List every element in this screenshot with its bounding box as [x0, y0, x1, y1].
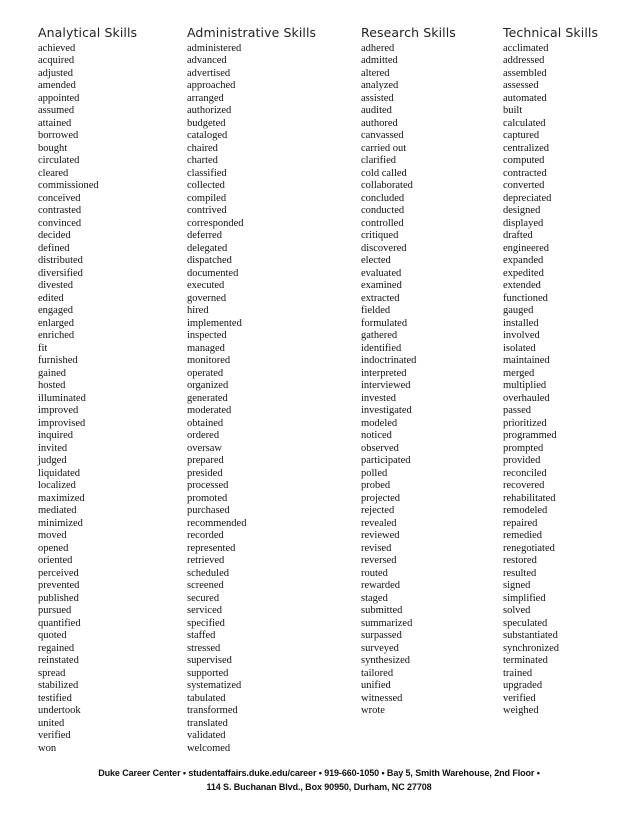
skill-word: prompted: [503, 442, 544, 454]
skill-word: supervised: [187, 655, 232, 666]
skill-word: contracted: [503, 167, 547, 179]
skill-word: expanded: [503, 255, 544, 266]
skill-word: tabulated: [187, 692, 226, 704]
skill-word: prepared: [187, 455, 224, 466]
skill-word: calculated: [503, 117, 546, 129]
skill-word: classified: [187, 167, 227, 179]
footer-address-line: 114 S. Buchanan Blvd., Box 90950, Durham, NC 27708: [206, 782, 432, 792]
skill-word: obtained: [187, 417, 224, 429]
skill-word: simplified: [503, 592, 546, 604]
skill-word: chaired: [187, 142, 218, 154]
skill-word: generated: [187, 392, 228, 404]
skill-word: prioritized: [503, 417, 547, 429]
skill-word: validated: [187, 730, 226, 741]
word-list: [38, 43, 99, 756]
skill-word: moderated: [187, 405, 232, 416]
skill-word: routed: [361, 567, 388, 579]
skill-word: dispatched: [187, 255, 232, 266]
skill-word: terminated: [503, 655, 548, 666]
skill-word: staged: [361, 592, 388, 604]
skill-word: prevented: [38, 580, 80, 591]
skill-word: staffed: [187, 630, 216, 641]
skill-word: documented: [187, 267, 239, 279]
skill-word: rehabilitated: [503, 492, 556, 504]
skill-word: clarified: [361, 155, 396, 166]
skill-word: distributed: [38, 255, 83, 266]
word-list: [503, 43, 559, 718]
skill-word: won: [38, 742, 57, 754]
skill-word: supported: [187, 667, 229, 679]
skill-word: decided: [38, 230, 71, 241]
skill-word: deferred: [187, 230, 222, 241]
skill-word: improvised: [38, 417, 86, 429]
skill-word: authorized: [187, 105, 232, 116]
skill-word: minimized: [38, 517, 83, 529]
skill-word: diversified: [38, 267, 83, 279]
skill-word: transformed: [187, 705, 238, 716]
skill-word: implemented: [187, 317, 242, 329]
skill-word: defined: [38, 242, 70, 254]
skill-word: presided: [187, 467, 223, 479]
skill-word: surveyed: [361, 642, 399, 654]
skill-word: critiqued: [361, 230, 399, 241]
skill-word: delegated: [187, 242, 228, 254]
skill-word: trained: [503, 667, 533, 679]
skill-word: formulated: [361, 317, 408, 329]
column-heading: Research Skills: [361, 25, 456, 40]
skill-word: secured: [187, 592, 220, 604]
skill-word: isolated: [503, 342, 536, 354]
skill-word: governed: [187, 292, 227, 304]
skill-word: executed: [187, 280, 225, 291]
skill-word: invited: [38, 442, 68, 454]
skill-word: examined: [361, 280, 402, 291]
skill-word: canvassed: [361, 130, 404, 141]
skill-word: spread: [38, 667, 66, 679]
skill-word: tailored: [361, 667, 394, 679]
skill-word: overhauled: [503, 392, 550, 404]
skill-word: serviced: [187, 605, 222, 616]
skill-word: upgraded: [503, 680, 543, 691]
skill-word: recommended: [187, 517, 247, 529]
skill-word: analyzed: [361, 80, 399, 91]
skill-word: stabilized: [38, 680, 79, 691]
skill-word: regained: [38, 642, 75, 654]
skill-word: adhered: [361, 42, 395, 54]
skill-word: audited: [361, 105, 392, 116]
skill-word: organized: [187, 380, 229, 391]
skill-word: centralized: [503, 142, 550, 154]
skill-word: moved: [38, 530, 67, 541]
skill-word: provided: [503, 455, 541, 466]
skill-word: invested: [361, 392, 396, 404]
skill-word: verified: [503, 692, 536, 704]
skill-word: polled: [361, 467, 388, 479]
skill-word: quoted: [38, 630, 67, 641]
skill-word: restored: [503, 555, 537, 566]
skill-word: built: [503, 105, 523, 116]
skill-word: maintained: [503, 355, 550, 366]
skill-word: opened: [38, 542, 69, 554]
skill-word: reversed: [361, 555, 397, 566]
skill-word: surpassed: [361, 630, 402, 641]
skill-word: pursued: [38, 605, 72, 616]
column-heading: Administrative Skills: [187, 25, 317, 40]
skill-word: borrowed: [38, 130, 79, 141]
skill-word: oversaw: [187, 442, 222, 454]
skill-word: concluded: [361, 192, 405, 204]
skill-word: synthesized: [361, 655, 410, 666]
skill-word: acclimated: [503, 42, 549, 54]
skill-word: assisted: [361, 92, 394, 104]
skill-word: conducted: [361, 205, 405, 216]
skill-word: managed: [187, 342, 225, 354]
skill-word: extracted: [361, 292, 400, 304]
skill-word: published: [38, 592, 79, 604]
skill-word: merged: [503, 367, 535, 379]
skill-word: bought: [38, 142, 68, 154]
skill-word: wrote: [361, 705, 385, 716]
skill-word: synchronized: [503, 642, 559, 654]
skill-word: repaired: [503, 517, 538, 529]
skill-word: remodeled: [503, 505, 548, 516]
skill-word: evaluated: [361, 267, 402, 279]
skill-word: undertook: [38, 705, 81, 716]
skill-word: witnessed: [361, 692, 403, 704]
skill-word: participated: [361, 455, 411, 466]
skill-word: welcomed: [187, 742, 231, 754]
skill-word: gauged: [503, 305, 534, 316]
skill-word: submitted: [361, 605, 403, 616]
skill-word: compiled: [187, 192, 227, 204]
skill-word: verified: [38, 730, 71, 741]
skill-word: revised: [361, 542, 392, 554]
skill-word: hosted: [38, 380, 66, 391]
skill-word: elected: [361, 255, 391, 266]
skill-word: reviewed: [361, 530, 400, 541]
skill-word: unified: [361, 680, 391, 691]
skill-word: renegotiated: [503, 542, 555, 554]
skill-word: admitted: [361, 55, 398, 66]
skill-word: altered: [361, 67, 390, 79]
skill-word: attained: [38, 117, 72, 129]
column-heading: Analytical Skills: [38, 25, 138, 40]
skill-word: recorded: [187, 530, 224, 541]
skill-word: controlled: [361, 217, 404, 229]
skill-word: reconciled: [503, 467, 547, 479]
skill-word: hired: [187, 305, 209, 316]
skill-word: corresponded: [187, 217, 244, 229]
skill-word: expedited: [503, 267, 544, 279]
skill-word: gained: [38, 367, 66, 379]
skill-word: probed: [361, 480, 391, 491]
skill-word: installed: [503, 317, 539, 329]
skill-word: interpreted: [361, 367, 407, 379]
skill-word: convinced: [38, 217, 82, 229]
skill-word: fielded: [361, 305, 391, 316]
skill-word: commissioned: [38, 180, 99, 191]
skill-word: adjusted: [38, 67, 73, 79]
skill-word: investigated: [361, 405, 412, 416]
skill-word: arranged: [187, 92, 224, 104]
skill-word: amended: [38, 80, 76, 91]
skill-word: perceived: [38, 567, 79, 579]
skill-word: translated: [187, 717, 228, 729]
skill-word: speculated: [503, 617, 548, 629]
skill-word: signed: [503, 580, 531, 591]
skill-word: multiplied: [503, 380, 547, 391]
skill-word: achieved: [38, 42, 76, 54]
skill-word: specified: [187, 617, 225, 629]
skill-word: involved: [503, 330, 540, 341]
skill-word: rewarded: [361, 580, 401, 591]
skill-word: designed: [503, 205, 541, 216]
skill-word: assembled: [503, 67, 547, 79]
skill-word: indoctrinated: [361, 355, 417, 366]
skill-word: screened: [187, 580, 224, 591]
skill-word: gathered: [361, 330, 398, 341]
skill-word: addressed: [503, 55, 545, 66]
skill-word: administered: [187, 42, 242, 54]
skill-word: processed: [187, 480, 229, 491]
skill-word: revealed: [361, 517, 397, 529]
skill-word: localized: [38, 480, 76, 491]
skill-word: enriched: [38, 330, 75, 341]
word-list: [361, 43, 416, 718]
skill-word: budgeted: [187, 117, 226, 129]
skill-word: enlarged: [38, 317, 74, 329]
word-list: [187, 43, 246, 756]
skill-word: inquired: [38, 430, 73, 441]
skill-word: appointed: [38, 92, 80, 104]
skill-word: interviewed: [361, 380, 411, 391]
skill-word: extended: [503, 280, 541, 291]
skill-word: functioned: [503, 292, 548, 304]
skill-word: resulted: [503, 567, 537, 579]
skill-word: solved: [503, 605, 531, 616]
skill-word: collected: [187, 180, 225, 191]
skill-word: assumed: [38, 105, 75, 116]
skill-word: cleared: [38, 167, 69, 179]
skill-word: testified: [38, 692, 72, 704]
skill-word: summarized: [361, 617, 413, 629]
skill-word: charted: [187, 155, 218, 166]
skill-word: engaged: [38, 305, 73, 316]
skill-word: scheduled: [187, 567, 229, 579]
column-heading: Technical Skills: [503, 25, 599, 40]
skill-word: recovered: [503, 480, 545, 491]
skill-word: purchased: [187, 505, 230, 516]
skill-word: ordered: [187, 430, 220, 441]
skill-word: depreciated: [503, 192, 552, 204]
skill-word: furnished: [38, 355, 78, 366]
footer-contact-line: Duke Career Center • studentaffairs.duke.edu/career • 919-660-1050 • Bay 5, Smith Warehouse, 2nd Floor •: [98, 768, 540, 778]
skill-word: approached: [187, 80, 236, 91]
skill-word: displayed: [503, 217, 544, 229]
skill-word: drafted: [503, 230, 533, 241]
skill-word: observed: [361, 442, 399, 454]
skill-word: carried out: [361, 142, 407, 154]
skill-word: cataloged: [187, 130, 228, 141]
skill-word: discovered: [361, 242, 407, 254]
skill-word: oriented: [38, 555, 73, 566]
skill-word: weighed: [503, 705, 539, 716]
skill-word: reinstated: [38, 655, 79, 666]
skill-word: systematized: [187, 680, 242, 691]
skill-word: circulated: [38, 155, 80, 166]
skill-word: engineered: [503, 242, 550, 254]
skill-word: acquired: [38, 55, 75, 66]
skill-word: advanced: [187, 55, 227, 66]
skill-word: contrasted: [38, 205, 82, 216]
skill-word: judged: [38, 455, 67, 466]
skill-word: quantified: [38, 617, 81, 629]
skill-word: improved: [38, 405, 79, 416]
skill-word: converted: [503, 180, 545, 191]
skill-word: captured: [503, 130, 540, 141]
skill-word: advertised: [187, 67, 231, 79]
skill-word: promoted: [187, 492, 228, 504]
skill-word: assessed: [503, 80, 539, 91]
skill-word: united: [38, 717, 65, 729]
skill-word: retrieved: [187, 555, 225, 566]
skill-word: edited: [38, 292, 64, 304]
skill-word: operated: [187, 367, 224, 379]
skill-word: automated: [503, 92, 547, 104]
skill-word: monitored: [187, 355, 231, 366]
skill-word: liquidated: [38, 467, 80, 479]
skill-word: programmed: [503, 430, 557, 441]
skill-word: authored: [361, 117, 398, 129]
skill-word: maximized: [38, 492, 85, 504]
skill-word: computed: [503, 155, 545, 166]
skill-word: mediated: [38, 505, 77, 516]
skill-word: substantiated: [503, 630, 558, 641]
skill-word: illuminated: [38, 392, 86, 404]
skill-word: passed: [503, 405, 531, 416]
skill-word: remedied: [503, 530, 543, 541]
skill-word: noticed: [361, 430, 392, 441]
skill-word: cold called: [361, 167, 407, 179]
skill-word: modeled: [361, 417, 398, 429]
skill-word: conceived: [38, 192, 81, 204]
skill-word: rejected: [361, 505, 395, 516]
skill-word: divested: [38, 280, 73, 291]
skill-word: stressed: [187, 642, 221, 654]
skill-word: projected: [361, 492, 401, 504]
skill-word: identified: [361, 342, 402, 354]
skill-word: contrived: [187, 205, 227, 216]
skill-word: fit: [38, 342, 48, 354]
skill-word: inspected: [187, 330, 227, 341]
skill-word: represented: [187, 542, 236, 554]
skill-word: collaborated: [361, 180, 413, 191]
